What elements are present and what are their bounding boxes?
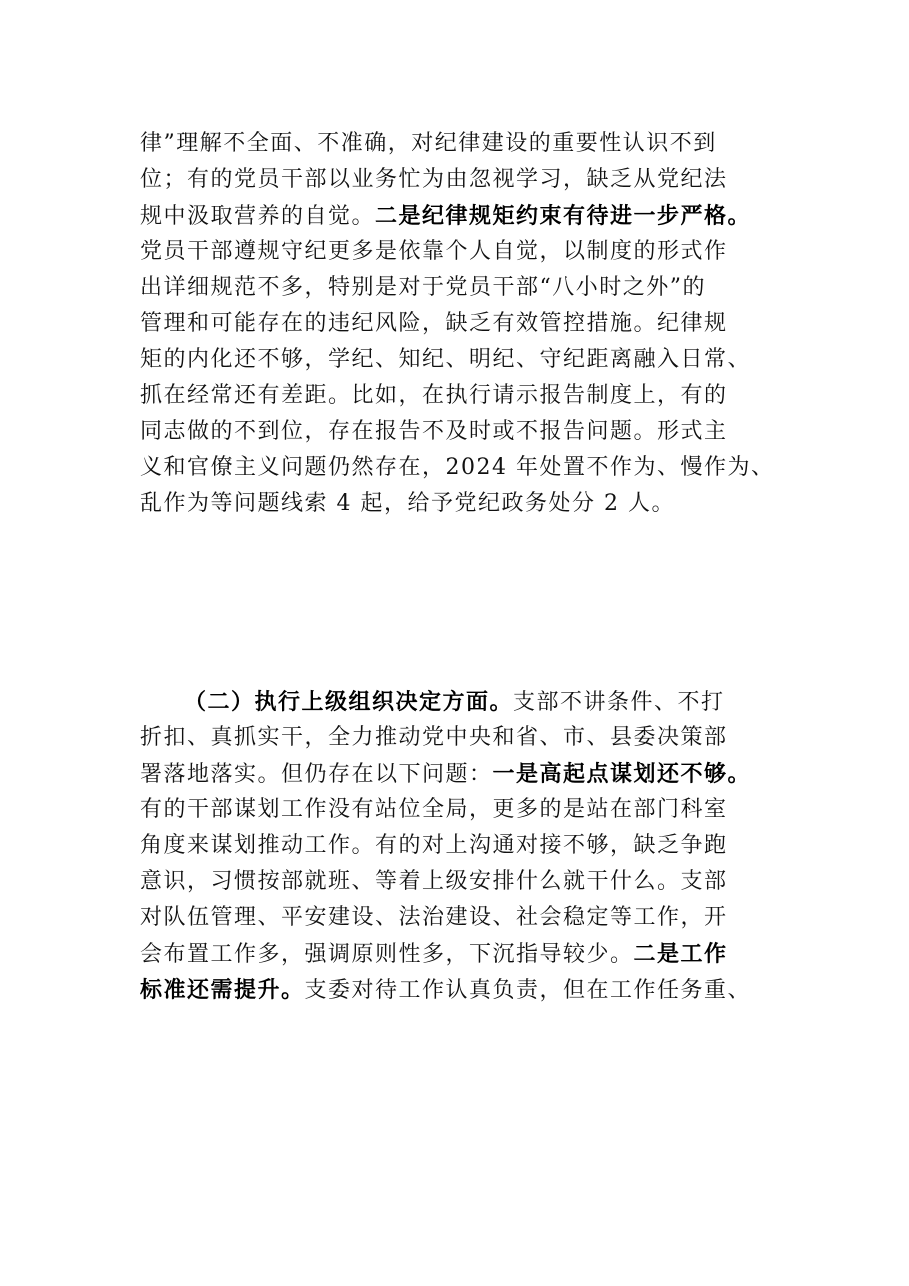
text-line — [140, 684, 770, 720]
bold-heading: 二是纪律规矩约束有待进一步严格。 — [375, 203, 752, 229]
section-heading: （二）执行上级组织决定方面。 — [184, 689, 514, 715]
text-line: 党员干部遵规守纪更多是依靠个人自觉，以制度的形式作 — [140, 239, 728, 264]
bold-heading: 标准还需提升。 — [140, 977, 305, 1003]
text-line — [140, 198, 770, 234]
text-line: 抓在经常还有差距。比如，在执行请示报告制度上，有的 — [140, 383, 728, 408]
text-line: 角度来谋划推动工作。有的对上沟通对接不够，缺乏争跑 — [140, 833, 728, 858]
text-line: 意识，习惯按部就班、等着上级安排什么就干什么。支部 — [140, 869, 728, 894]
text-run: 支部不讲条件、不打 — [513, 690, 725, 715]
text-run: 规中汲取营养的自觉。 — [140, 204, 376, 229]
text-line: 位；有的党员干部以业务忙为由忽视学习，缺乏从党纪法 — [140, 167, 728, 192]
text-run: 支委对待工作认真负责，但在工作任务重、 — [304, 978, 752, 1003]
text-line: 矩的内化还不够，学纪、知纪、明纪、守纪距离融入日常、 — [140, 347, 752, 372]
paragraph-discipline — [140, 126, 775, 522]
text-run: 署落地落实。但仍存在以下问题： — [140, 762, 493, 787]
text-line: 义和官僚主义问题仍然存在，2024 年处置不作为、慢作为、 — [140, 455, 775, 480]
text-line — [140, 972, 770, 1008]
text-run: 会布置工作多，强调原则性多，下沉指导较少。 — [140, 942, 634, 967]
text-line: 出详细规范不多，特别是对于党员干部“八小时之外”的 — [140, 275, 706, 300]
text-line: 管理和可能存在的违纪风险，缺乏有效管控措施。纪律规 — [140, 311, 728, 336]
text-line: 乱作为等问题线索 4 起，给予党纪政务处分 2 人。 — [140, 491, 675, 516]
paragraph-execution — [140, 684, 770, 1008]
text-line: 有的干部谋划工作没有站位全局，更多的是站在部门科室 — [140, 797, 728, 822]
text-line: 律”理解不全面、不准确，对纪律建设的重要性认识不到 — [140, 131, 717, 156]
text-line: 折扣、真抓实干，全力推动党中央和省、市、县委决策部 — [140, 725, 728, 750]
text-line — [140, 756, 770, 792]
bold-heading: 一是高起点谋划还不够。 — [492, 761, 752, 787]
text-line: 对队伍管理、平安建设、法治建设、社会稳定等工作，开 — [140, 905, 728, 930]
text-line: 同志做的不到位，存在报告不及时或不报告问题。形式主 — [140, 419, 728, 444]
text-line — [140, 936, 770, 972]
bold-heading: 二是工作 — [633, 941, 728, 967]
